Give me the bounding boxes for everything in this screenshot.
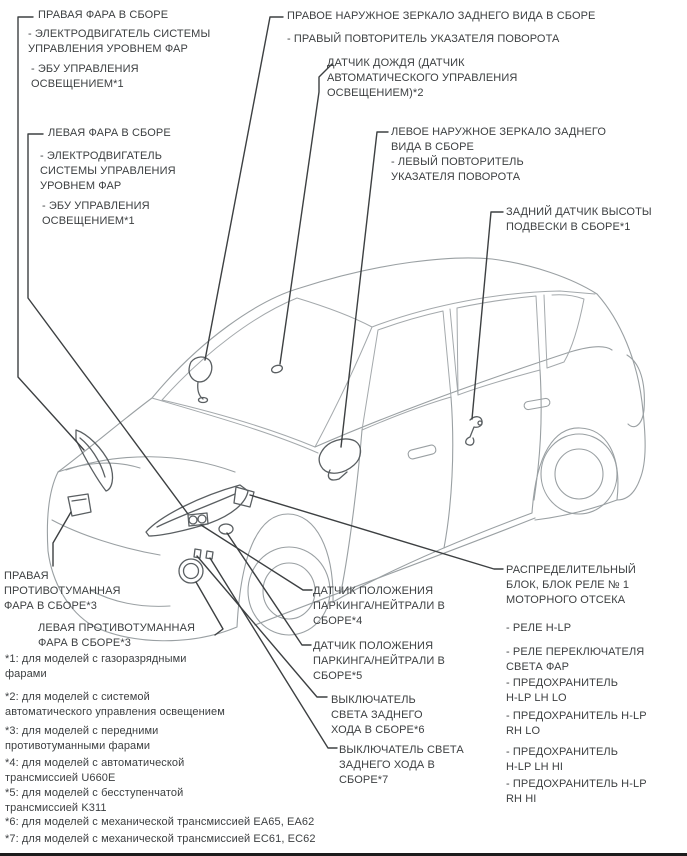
front-rim <box>263 563 315 619</box>
callout-right-headlamp-motor <box>28 27 210 57</box>
text-line: БЛОК, БЛОК РЕЛЕ № 1 <box>506 579 630 591</box>
text-line: *7: для моделей с механической трансмиссией EC61, EC62 <box>5 833 316 845</box>
text-line: ОСВЕЩЕНИЕМ*1 <box>42 215 135 227</box>
text-line: УКАЗАТЕЛЯ ПОВОРОТА <box>391 171 521 183</box>
text-line: ПРАВАЯ <box>4 570 49 582</box>
text-line: фарами <box>5 668 47 680</box>
leader-junction-block <box>250 495 503 569</box>
text-line: ДАТЧИК ПОЛОЖЕНИЯ <box>313 640 434 652</box>
callout-left-mirror <box>391 125 606 185</box>
text-line: РАСПРЕДЕЛИТЕЛЬНЫЙ <box>506 564 636 576</box>
front-door-front-seam <box>341 430 362 592</box>
rear-height-sensor-pin <box>478 421 482 425</box>
right-fog-lamp-line <box>72 499 86 501</box>
left-fog-lamp-part <box>179 559 203 583</box>
text-line: - ПРЕДОХРАНИТЕЛЬ H-LP <box>506 710 647 722</box>
text-line: - ПРЕДОХРАНИТЕЛЬ <box>506 746 619 758</box>
callout-backup-switch-ec <box>339 743 464 788</box>
text-line: УПРАВЛЕНИЯ УРОВНЕМ ФАР <box>28 43 188 55</box>
bumper-crease <box>52 520 160 555</box>
quarter-glass <box>547 295 584 368</box>
text-line: *2: для моделей с системой <box>5 691 150 703</box>
text-line: - ЭБУ УПРАВЛЕНИЯ <box>42 200 150 212</box>
leader-left-mirror <box>341 132 388 447</box>
callout-right-mirror-title: ПРАВОЕ НАРУЖНОЕ ЗЕРКАЛО ЗАДНЕГО ВИДА В СБОРЕ <box>287 10 596 22</box>
callout-rear-height-sensor <box>506 205 652 235</box>
text-line: ПАРКИНГА/НЕЙТРАЛИ В <box>313 600 445 612</box>
footnote-6 <box>5 815 314 830</box>
text-line: ХОДА В СБОРЕ*6 <box>331 724 425 736</box>
callout-right-headlamp-title: ПРАВАЯ ФАРА В СБОРЕ <box>38 9 169 21</box>
text-line: СБОРЕ*7 <box>339 774 389 786</box>
callout-junction-item-fuse-lh-hi <box>506 745 618 775</box>
callout-junction-item-fuse-rh-hi <box>506 777 647 807</box>
rear-door-glass <box>457 296 540 395</box>
c-pillar <box>544 295 547 368</box>
leader-right-fog <box>53 512 71 566</box>
callout-right-fog <box>4 569 121 614</box>
text-line: *5: для моделей с бесступенчатой <box>5 787 184 799</box>
rear-door-handle <box>524 398 551 410</box>
text-line: ПРОТИВОТУМАННАЯ <box>4 585 121 597</box>
leader-rear-height-sensor <box>472 212 503 419</box>
text-line: противотуманными фарами <box>5 740 151 752</box>
text-line: H-LP LH HI <box>506 761 564 773</box>
footnote-2 <box>5 690 225 720</box>
leader-left-fog <box>196 582 223 635</box>
text-line: ПОДВЕСКИ В СБОРЕ*1 <box>506 221 631 233</box>
left-fog-lamp-lens <box>184 564 199 579</box>
text-line: - ЭЛЕКТРОДВИГАТЕЛЬ <box>40 150 163 162</box>
right-fog-lamp-part <box>68 494 91 516</box>
footnote-1 <box>5 652 186 682</box>
text-line: RH HI <box>506 793 537 805</box>
belt-line <box>315 347 612 447</box>
text-line: ПАРКИНГА/НЕЙТРАЛИ В <box>313 655 445 667</box>
text-line: СБОРЕ*4 <box>313 615 363 627</box>
text-line: ОСВЕЩЕНИЕМ)*2 <box>327 87 424 99</box>
text-line: *6: для моделей с механической трансмиссией EA65, EA62 <box>5 816 315 828</box>
footnote-3 <box>5 724 158 754</box>
grille-line <box>58 463 140 472</box>
text-line: СВЕТА ЗАДНЕГО <box>331 709 423 721</box>
text-line: RH LO <box>506 725 541 737</box>
park-neutral-sensor-at-pin2 <box>198 515 206 523</box>
text-line: МОТОРНОГО ОТСЕКА <box>506 594 626 606</box>
text-line: ЗАДНИЙ ДАТЧИК ВЫСОТЫ <box>506 206 652 218</box>
callout-park-neutral-cvt <box>313 639 445 684</box>
windshield <box>162 298 372 447</box>
text-line: - ПРАВЫЙ ПОВТОРИТЕЛЬ УКАЗАТЕЛЯ ПОВОРОТА <box>287 33 560 45</box>
text-line: автоматического управления освещением <box>5 706 225 718</box>
park-neutral-sensor-cvt-part <box>219 524 233 534</box>
text-line: *1: для моделей с газоразрядными <box>5 653 187 665</box>
leader-right-mirror <box>205 17 283 360</box>
footnote-5 <box>5 786 183 816</box>
callout-left-headlamp-ecu <box>42 199 150 229</box>
text-line: ДАТЧИК ПОЛОЖЕНИЯ <box>313 585 434 597</box>
callout-junction-item-relay-hlp <box>506 621 571 636</box>
rear-door-rear-seam <box>534 370 541 500</box>
front-door-handle <box>407 444 436 460</box>
front-door-rear-seam <box>444 397 453 548</box>
text-line: - ПРЕДОХРАНИТЕЛЬ <box>506 677 619 689</box>
text-line: АВТОМАТИЧЕСКОГО УПРАВЛЕНИЯ <box>327 72 518 84</box>
text-line: - РЕЛЕ H-LP <box>506 622 572 634</box>
tail-lamp <box>627 355 644 427</box>
text-line: *4: для моделей с автоматической <box>5 757 185 769</box>
text-line: трансмиссией U660E <box>5 772 116 784</box>
callout-right-mirror-sub <box>287 32 559 47</box>
callout-junction-item-dimmer-relay <box>506 645 644 675</box>
text-line: ВЫКЛЮЧАТЕЛЬ <box>331 694 416 706</box>
callout-backup-switch-ea <box>331 693 425 738</box>
text-line: ВИДА В СБОРЕ <box>391 141 474 153</box>
rear-tire <box>541 434 617 514</box>
text-line: - РЕЛЕ ПЕРЕКЛЮЧАТЕЛЯ <box>506 646 645 658</box>
rear-rim <box>555 449 603 499</box>
footnote-4 <box>5 756 184 786</box>
text-line: ЛЕВАЯ ПРОТИВОТУМАННАЯ <box>38 622 196 634</box>
text-line: трансмиссией K311 <box>5 802 107 814</box>
rain-sensor-part <box>271 364 284 374</box>
callout-rain-sensor <box>327 56 517 101</box>
leader-backup-switch-ea <box>197 556 327 697</box>
callout-junction-item-fuse-rh-lo <box>506 709 647 739</box>
leader-rain-sensor <box>280 64 332 364</box>
text-line: *3: для моделей с передними <box>5 725 159 737</box>
text-line: ЗАДНЕГО ХОДА В <box>339 759 435 771</box>
text-line: - ЭЛЕКТРОДВИГАТЕЛЬ СИСТЕМЫ <box>28 28 211 40</box>
right-mirror-stem <box>198 382 203 399</box>
text-line: - ПРЕДОХРАНИТЕЛЬ H-LP <box>506 778 647 790</box>
text-line: ФАРА В СБОРЕ*3 <box>4 600 97 612</box>
text-line: - ЭБУ УПРАВЛЕНИЯ <box>31 63 139 75</box>
text-line: ДАТЧИК ДОЖДЯ (ДАТЧИК <box>327 57 465 69</box>
text-line: H-LP LH LO <box>506 692 567 704</box>
callout-junction-item-fuse-lh-lo <box>506 676 618 706</box>
callout-park-neutral-at <box>313 584 445 629</box>
front-door-glass <box>362 311 451 430</box>
callout-junction-block-title <box>506 563 636 608</box>
text-line: УРОВНЕМ ФАР <box>40 180 122 192</box>
footnote-7 <box>5 832 316 847</box>
text-line: ЛЕВОЕ НАРУЖНОЕ ЗЕРКАЛО ЗАДНЕГО <box>391 126 606 138</box>
callout-right-headlamp-ecu <box>31 62 139 92</box>
park-neutral-sensor-at-pin1 <box>189 516 197 524</box>
left-mirror-part <box>319 439 360 473</box>
callout-left-headlamp-title: ЛЕВАЯ ФАРА В СБОРЕ <box>48 127 171 139</box>
text-line: - ЛЕВЫЙ ПОВТОРИТЕЛЬ <box>391 156 524 168</box>
cowl-line <box>152 398 318 453</box>
callout-left-headlamp-motor <box>40 149 176 194</box>
text-line: СВЕТА ФАР <box>506 661 570 673</box>
text-line: ОСВЕЩЕНИЕМ*1 <box>31 78 124 90</box>
text-line: ФАРА В СБОРЕ*3 <box>38 637 131 649</box>
text-line: ВЫКЛЮЧАТЕЛЬ СВЕТА <box>339 744 464 756</box>
text-line: СБОРЕ*5 <box>313 670 363 682</box>
text-line: СИСТЕМЫ УПРАВЛЕНИЯ <box>40 165 176 177</box>
left-headlamp-relay-part <box>234 487 254 507</box>
callout-left-fog <box>38 621 195 651</box>
